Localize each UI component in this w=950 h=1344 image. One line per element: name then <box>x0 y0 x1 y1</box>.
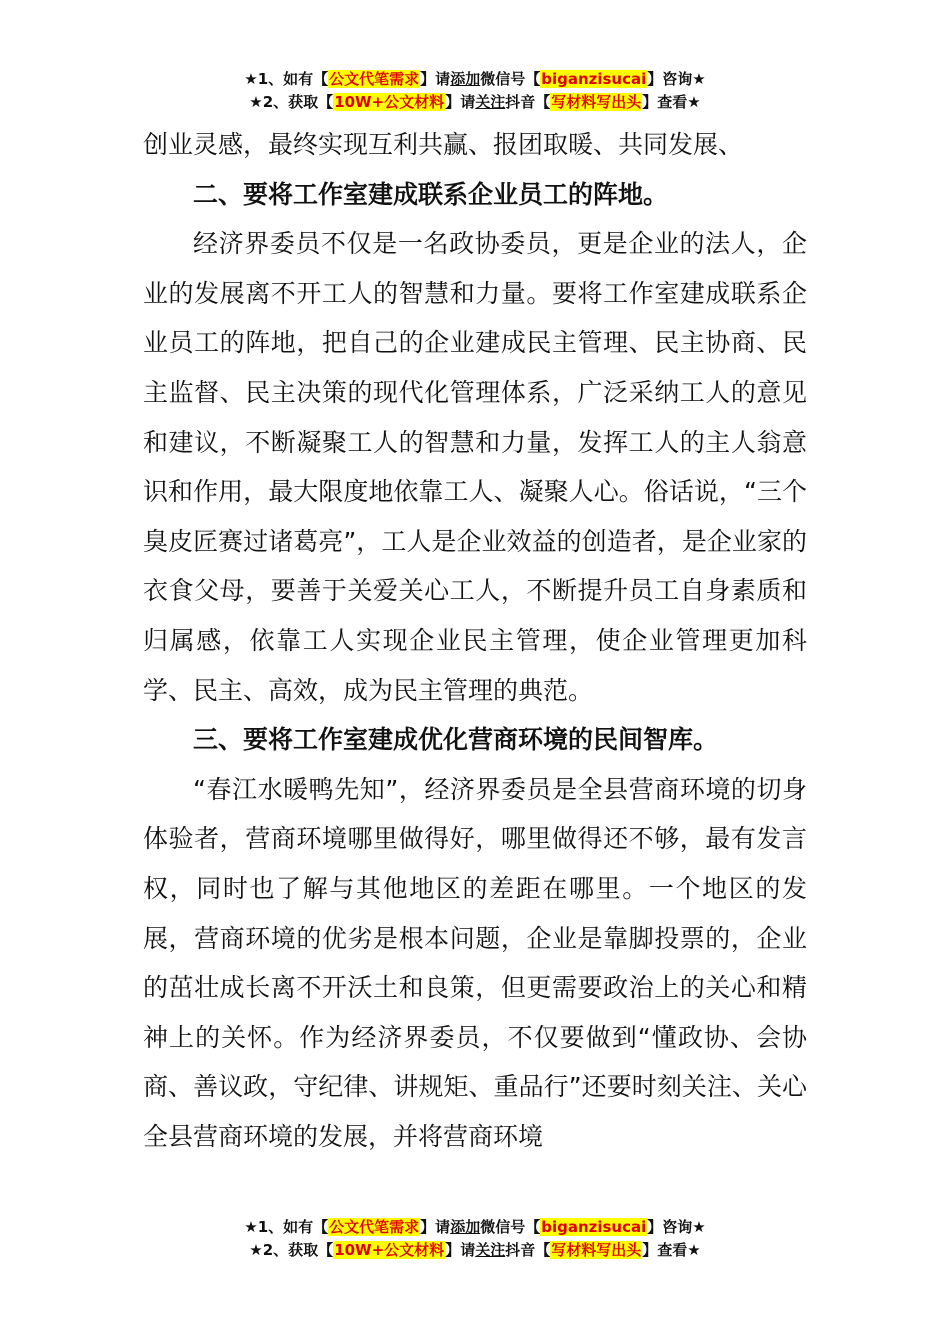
banner-text: 抖音【 <box>505 93 551 111</box>
header-banner-line-1 <box>0 68 950 91</box>
banner-wechat-id: biganzisucai <box>541 70 647 88</box>
banner-text: ★1、如有【 <box>244 70 329 88</box>
banner-highlight: 10W+公文材料 <box>334 93 445 111</box>
banner-wechat-id: biganzisucai <box>541 1218 647 1236</box>
document-body <box>143 120 807 1161</box>
banner-text: 微信号【 <box>480 70 541 88</box>
footer-banner-line-1 <box>0 1216 950 1239</box>
section-heading-3: 三、要将工作室建成优化营商环境的民间智库。 <box>193 725 719 755</box>
banner-underlined-text: 添加 <box>450 70 481 88</box>
header-banner-line-2 <box>0 91 950 114</box>
header-banner <box>0 68 950 114</box>
banner-text: ★2、获取【 <box>249 1241 334 1259</box>
banner-douyin-account: 写材料写出头 <box>551 93 642 111</box>
paragraph-section-2: 经济界委员不仅是一名政协委员，更是企业的法人，企业的发展离不开工人的智慧和力量。要将工作室建成联系企业员工的阵地，把自己的企业建成民主管理、民主协商、民主监督、民主决策的现代化管理体系，广泛采纳工人的意见和建议，不断凝聚工人的智慧和力量，发挥工人的主人翁意识和作用，最大限度地依靠工人、凝聚人心。俗话说，“三个臭皮匠赛过诸葛亮”，工人是企业效益的创造者，是企业家的衣食父母，要善于关爱关心工人，不断提升员工自身素质和归属感，依靠工人实现企业民主管理，使企业管理更加科学、民主、高效，成为民主管理的典范。 <box>143 229 807 705</box>
banner-text: 】查看★ <box>642 93 701 111</box>
banner-underlined-text: 关注 <box>475 93 506 111</box>
banner-text: 】请 <box>445 1241 476 1259</box>
footer-banner-line-2 <box>0 1239 950 1262</box>
banner-text: 】请 <box>445 93 476 111</box>
banner-text: 】请 <box>420 1218 451 1236</box>
banner-text: ★2、获取【 <box>249 93 334 111</box>
banner-underlined-text: 关注 <box>475 1241 506 1259</box>
banner-highlight: 10W+公文材料 <box>334 1241 445 1259</box>
banner-text: ★1、如有【 <box>244 1218 329 1236</box>
paragraph-section-3: “春江水暖鸭先知”，经济界委员是全县营商环境的切身体验者，营商环境哪里做得好，哪里做得还不够，最有发言权，同时也了解与其他地区的差距在哪里。一个地区的发展，营商环境的优劣是根本问题，企业是靠脚投票的，企业的茁壮成长离不开沃土和良策，但更需要政治上的关心和精神上的关怀。作为经济界委员，不仅要做到“懂政协、会协商、善议政，守纪律、讲规矩、重品行”还要时刻关注、关心全县营商环境的发展，并将营商环境 <box>143 774 807 1151</box>
banner-text: 】请 <box>420 70 451 88</box>
section-heading-2: 二、要将工作室建成联系企业员工的阵地。 <box>193 179 669 209</box>
banner-underlined-text: 添加 <box>450 1218 481 1236</box>
footer-banner <box>0 1216 950 1262</box>
banner-highlight: 公文代笔需求 <box>329 70 420 88</box>
banner-highlight: 公文代笔需求 <box>329 1218 420 1236</box>
banner-text: 】查看★ <box>642 1241 701 1259</box>
banner-text: 微信号【 <box>480 1218 541 1236</box>
banner-text: 】咨询★ <box>647 1218 706 1236</box>
banner-text: 抖音【 <box>505 1241 551 1259</box>
paragraph-continuation: 创业灵感，最终实现互利共赢、报团取暖、共同发展、 <box>143 130 744 159</box>
banner-text: 】咨询★ <box>647 70 706 88</box>
banner-douyin-account: 写材料写出头 <box>551 1241 642 1259</box>
